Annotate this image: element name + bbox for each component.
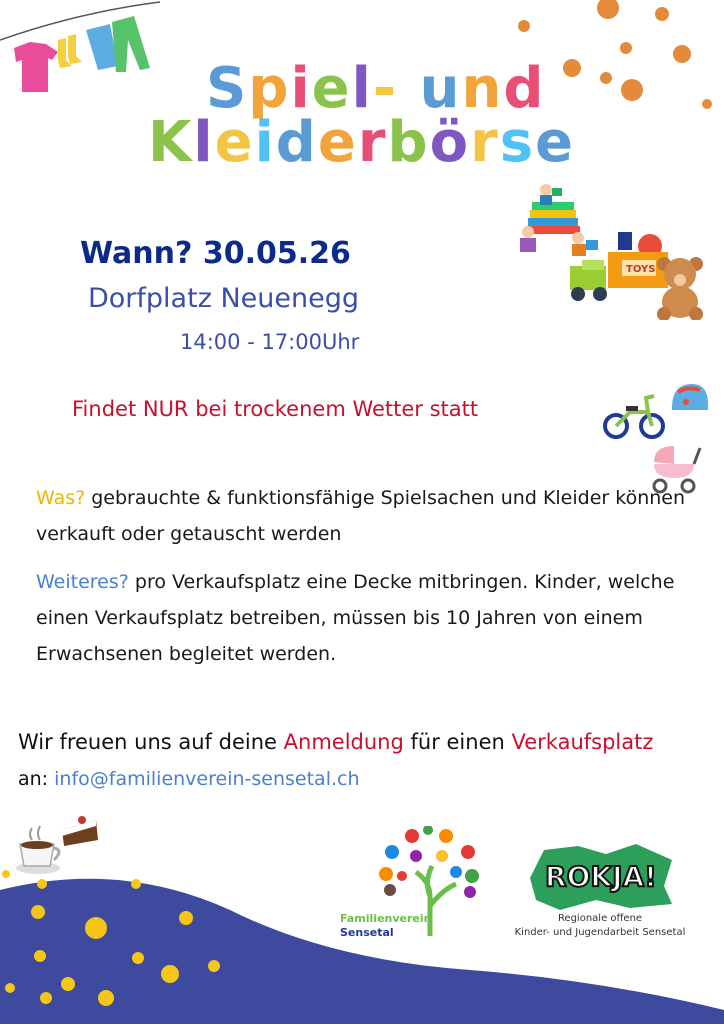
title-letter: b [387, 110, 430, 175]
clothesline-icon [0, 0, 170, 100]
rokja-subtitle [510, 912, 690, 940]
event-date [80, 236, 351, 271]
what-paragraph [36, 480, 686, 552]
cta-line [18, 730, 653, 754]
familienverein-logo-text [340, 912, 431, 940]
cta-contact [18, 768, 360, 790]
title-letter: - [372, 56, 399, 121]
coffee-cup-icon [14, 824, 66, 876]
title-letter: s [499, 110, 536, 175]
cta-prefix: an: [18, 768, 49, 790]
svg-text:TOYS: TOYS [626, 264, 656, 275]
cta-anmeldung: Anmeldung [283, 730, 404, 754]
teddy-bear-icon [652, 254, 710, 320]
title-letter: l [351, 56, 373, 121]
title-letter: i [290, 56, 312, 121]
more-label: Weiteres? [36, 571, 129, 593]
title-letter: n [461, 56, 504, 121]
title-letter: K [148, 110, 194, 175]
cake-icon [60, 814, 100, 850]
title-letter: l [193, 110, 215, 175]
cta-text-1: Wir freuen uns auf deine [18, 730, 277, 754]
title-letter: u [419, 56, 462, 121]
what-label: Was? [36, 487, 86, 509]
title-letter: p [248, 56, 291, 121]
when-label: Wann? [80, 236, 193, 271]
title-letter: r [357, 110, 388, 175]
familienverein-line2: Sensetal [340, 926, 394, 939]
title-letter: i [254, 110, 276, 175]
more-text: pro Verkaufsplatz eine Decke mitbringen. Kinder, welche einen Verkaufsplatz betreiben, müssen bis 10 Jahren von einem Erwachsenen begleitet werden. [36, 571, 675, 665]
rokja-sub1: Regionale offene [557, 913, 643, 924]
email-link[interactable]: info@familienverein-sensetal.ch [54, 768, 360, 790]
weather-note: Findet NUR bei trockenem Wetter statt [72, 397, 479, 421]
cta-verkaufsplatz: Verkaufsplatz [511, 730, 654, 754]
date-value: 30.05.26 [202, 236, 351, 271]
rokja-name: ROKJA! [545, 860, 657, 893]
title-letter: e [317, 110, 358, 175]
title-letter: e [214, 110, 255, 175]
familienverein-line1: Familienverein [340, 912, 432, 925]
helmet-icon [668, 380, 712, 416]
title-letter: ö [429, 110, 471, 175]
rokja-logo [526, 842, 676, 912]
cta-text-2: für einen [410, 730, 505, 754]
title-letter: S [206, 56, 249, 121]
event-place: Dorfplatz Neuenegg [88, 283, 359, 314]
what-text: gebrauchte & funktionsfähige Spielsachen und Kleider können verkauft oder getauscht werden [36, 487, 686, 545]
more-paragraph [36, 564, 686, 672]
rokja-sub2: Kinder- und Jugendarbeit Sensetal [514, 927, 686, 938]
page-title-line2 [148, 110, 575, 175]
event-time: 14:00 - 17:00Uhr [180, 330, 360, 354]
balance-bike-icon [602, 392, 666, 440]
title-letter: r [470, 110, 500, 175]
title-letter: e [311, 56, 352, 121]
title-letter: e [535, 110, 576, 175]
title-letter: d [503, 56, 546, 121]
title-letter: d [275, 110, 318, 175]
